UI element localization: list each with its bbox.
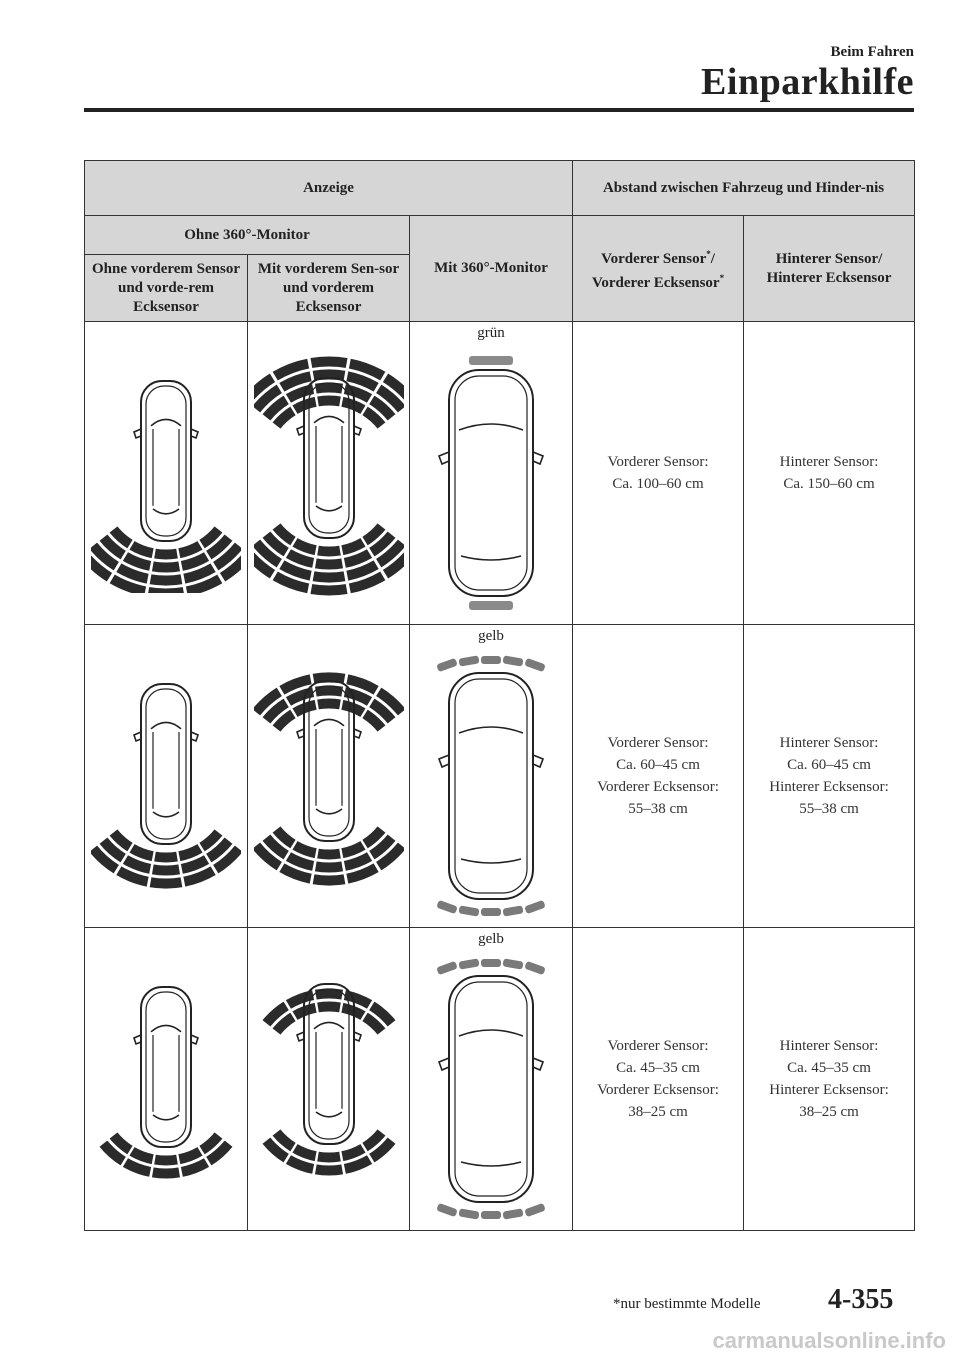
rear-sensor-arcs (99, 1132, 233, 1179)
car-diagram-with-front (248, 625, 410, 928)
table-row-yellow-2 (85, 928, 915, 1231)
header-distance: Abstand zwischen Fahrzeug und Hinder-nis (573, 161, 915, 216)
indicator-color-label: gelb (478, 628, 504, 644)
header-without-360: Ohne 360°-Monitor (85, 216, 410, 255)
header-without-front-sensor: Ohne vorderem Sensor und vorde-rem Ecksensor (85, 255, 248, 322)
front-sensor-arcs (261, 988, 395, 1035)
watermark: carmanualsonline.info (712, 1328, 946, 1353)
front-indicator (469, 356, 513, 365)
rear-sensor-arcs (254, 523, 404, 596)
front-distance-cell: Vorderer Sensor: Ca. 100–60 cm (573, 322, 744, 625)
parking-sensor-table (84, 160, 915, 1231)
car-icon (134, 381, 198, 541)
header-rule (84, 108, 914, 112)
rear-indicator (436, 900, 546, 917)
table-row-green (85, 322, 915, 625)
car-icon (134, 684, 198, 844)
footnote: *nur bestimmte Modelle (613, 1296, 761, 1312)
car-diagram-with-front (248, 928, 410, 1231)
page-title: Einparkhilfe (701, 61, 914, 103)
rear-sensor-arcs (261, 1129, 395, 1176)
rear-distance-cell: Hinterer Sensor: Ca. 60–45 cm Hinterer Ecksensor: 55–38 cm (744, 625, 915, 928)
car-diagram-without-front (85, 625, 248, 928)
car-diagram-360 (410, 322, 573, 625)
car-360-icon (439, 976, 543, 1202)
indicator-color-label: gelb (478, 931, 504, 947)
header-display: Anzeige (85, 161, 573, 216)
car-diagram-without-front (85, 322, 248, 625)
front-distance-cell: Vorderer Sensor: Ca. 45–35 cm Vorderer Ecksensor: 38–25 cm (573, 928, 744, 1231)
front-distance-cell: Vorderer Sensor: Ca. 60–45 cm Vorderer Ecksensor: 55–38 cm (573, 625, 744, 928)
car-diagram-360 (410, 625, 573, 928)
rear-sensor-arcs (254, 826, 404, 886)
car-diagram-without-front (85, 928, 248, 1231)
rear-indicator (436, 1203, 546, 1220)
header-rear-sensor: Hinterer Sensor/ Hinterer Ecksensor (744, 216, 915, 322)
rear-distance-cell: Hinterer Sensor: Ca. 45–35 cm Hinterer Ecksensor: 38–25 cm (744, 928, 915, 1231)
rear-distance-cell: Hinterer Sensor: Ca. 150–60 cm (744, 322, 915, 625)
car-diagram-with-front (248, 322, 410, 625)
rear-sensor-arcs (91, 829, 241, 889)
rear-indicator (469, 601, 513, 610)
table-row-yellow-1 (85, 625, 915, 928)
car-360-icon (439, 370, 543, 596)
section-label: Beim Fahren (830, 44, 914, 60)
header-front-sensor: Vorderer Sensor*/ Vorderer Ecksensor* (573, 216, 744, 322)
header-with-360: Mit 360°-Monitor (410, 216, 573, 322)
header-with-front-sensor: Mit vorderem Sen-sor und vorderem Ecksensor (248, 255, 410, 322)
front-indicator (436, 958, 546, 975)
indicator-color-label: grün (477, 325, 505, 341)
front-indicator (436, 655, 546, 672)
car-icon (134, 987, 198, 1147)
page-number: 4-355 (828, 1284, 894, 1315)
front-sensor-arcs (254, 356, 404, 429)
car-diagram-360 (410, 928, 573, 1231)
car-360-icon (439, 673, 543, 899)
